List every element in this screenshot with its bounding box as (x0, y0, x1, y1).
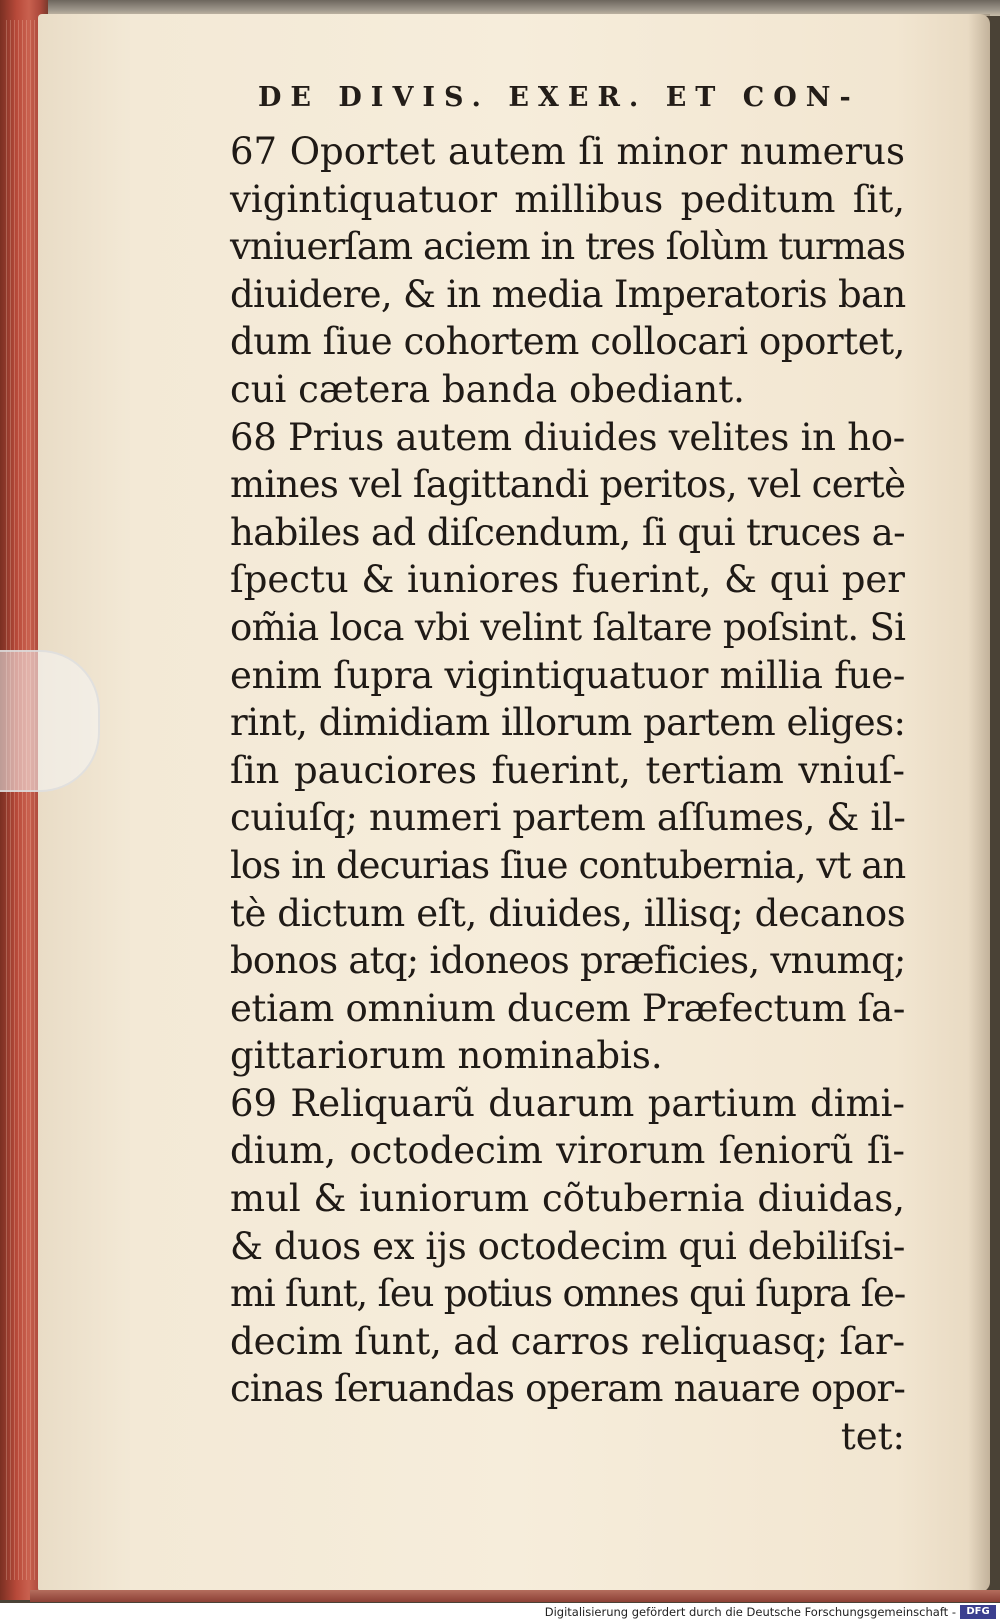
footer-bar (0, 1603, 1000, 1621)
dfg-logo: DFG (960, 1605, 996, 1619)
text-line: etiam omnium ducem Præfectum ſa- (230, 986, 905, 1030)
body-text (230, 128, 905, 1461)
text-line: mi ſunt, ſeu potius omnes qui ſupra ſe- (230, 1272, 905, 1316)
text-line: los in decurias ſiue contubernia, vt an (230, 843, 906, 887)
footer-credit: Digitalisierung gefördert durch die Deutsche Forschungsgemeinschaft - (544, 1605, 956, 1619)
text-line: om̃ia loca vbi velint ſaltare poſsint. Si (230, 605, 906, 649)
text-line: mul & iuniorum cõtubernia diuidas, (230, 1177, 905, 1221)
text-line: 68 Prius autem diuides velites in ho- (230, 415, 905, 459)
text-line: decim ſunt, ad carros reliquasq; ſar- (230, 1319, 906, 1363)
text-line: habiles ad diſcendum, ſi qui truces a- (230, 510, 905, 554)
bottom-page-edge (30, 1590, 1000, 1602)
text-line: 67 Oportet autem ſi minor numerus (230, 130, 905, 173)
page-gutter-shadow (968, 14, 990, 1592)
fore-edge-texture (6, 20, 40, 1580)
text-line: diuidere, & in media Imperatoris ban (230, 272, 906, 316)
text-line: 69 Reliquarũ duarum partium dimi- (230, 1081, 905, 1125)
text-line: mines vel ſagittandi peritos, vel certè (230, 463, 906, 507)
text-line: ſpectu & iuniores fuerint, & qui per (230, 558, 905, 602)
text-line: cinas ſeruandas operam nauare opor- (230, 1367, 905, 1411)
text-line: vigintiquatuor millibus peditum ſit, (230, 177, 905, 221)
text-line: dium, octodecim virorum ſeniorũ ſi- (230, 1129, 905, 1173)
text-line: vniuerſam aciem in tres ſolùm turmas (230, 225, 905, 269)
text-line: rint, dimidiam illorum partem eliges: (230, 701, 906, 745)
text-line: ſin pauciores fuerint, tertiam vniuſ- (230, 748, 905, 792)
page-clip-tab (0, 650, 100, 792)
running-head: DE DIVIS. EXER. ET CON- (258, 82, 860, 113)
text-line: cui cætera banda obediant. (230, 367, 745, 411)
text-line: enim ſupra vigintiquatuor millia fue- (230, 653, 906, 697)
catchword: tet: (840, 1415, 905, 1459)
text-line: tè dictum eſt, diuides, illisq; decanos (230, 891, 906, 935)
text-line: dum ſiue cohortem collocari oportet, (230, 320, 905, 364)
text-line: & duos ex ijs octodecim qui debiliſsi- (230, 1224, 905, 1268)
text-line: gittariorum nominabis. (230, 1034, 663, 1078)
text-line: bonos atq; idoneos præficies, vnumq; (230, 939, 906, 983)
text-line: cuiuſq; numeri partem aſſumes, & il- (230, 796, 906, 840)
